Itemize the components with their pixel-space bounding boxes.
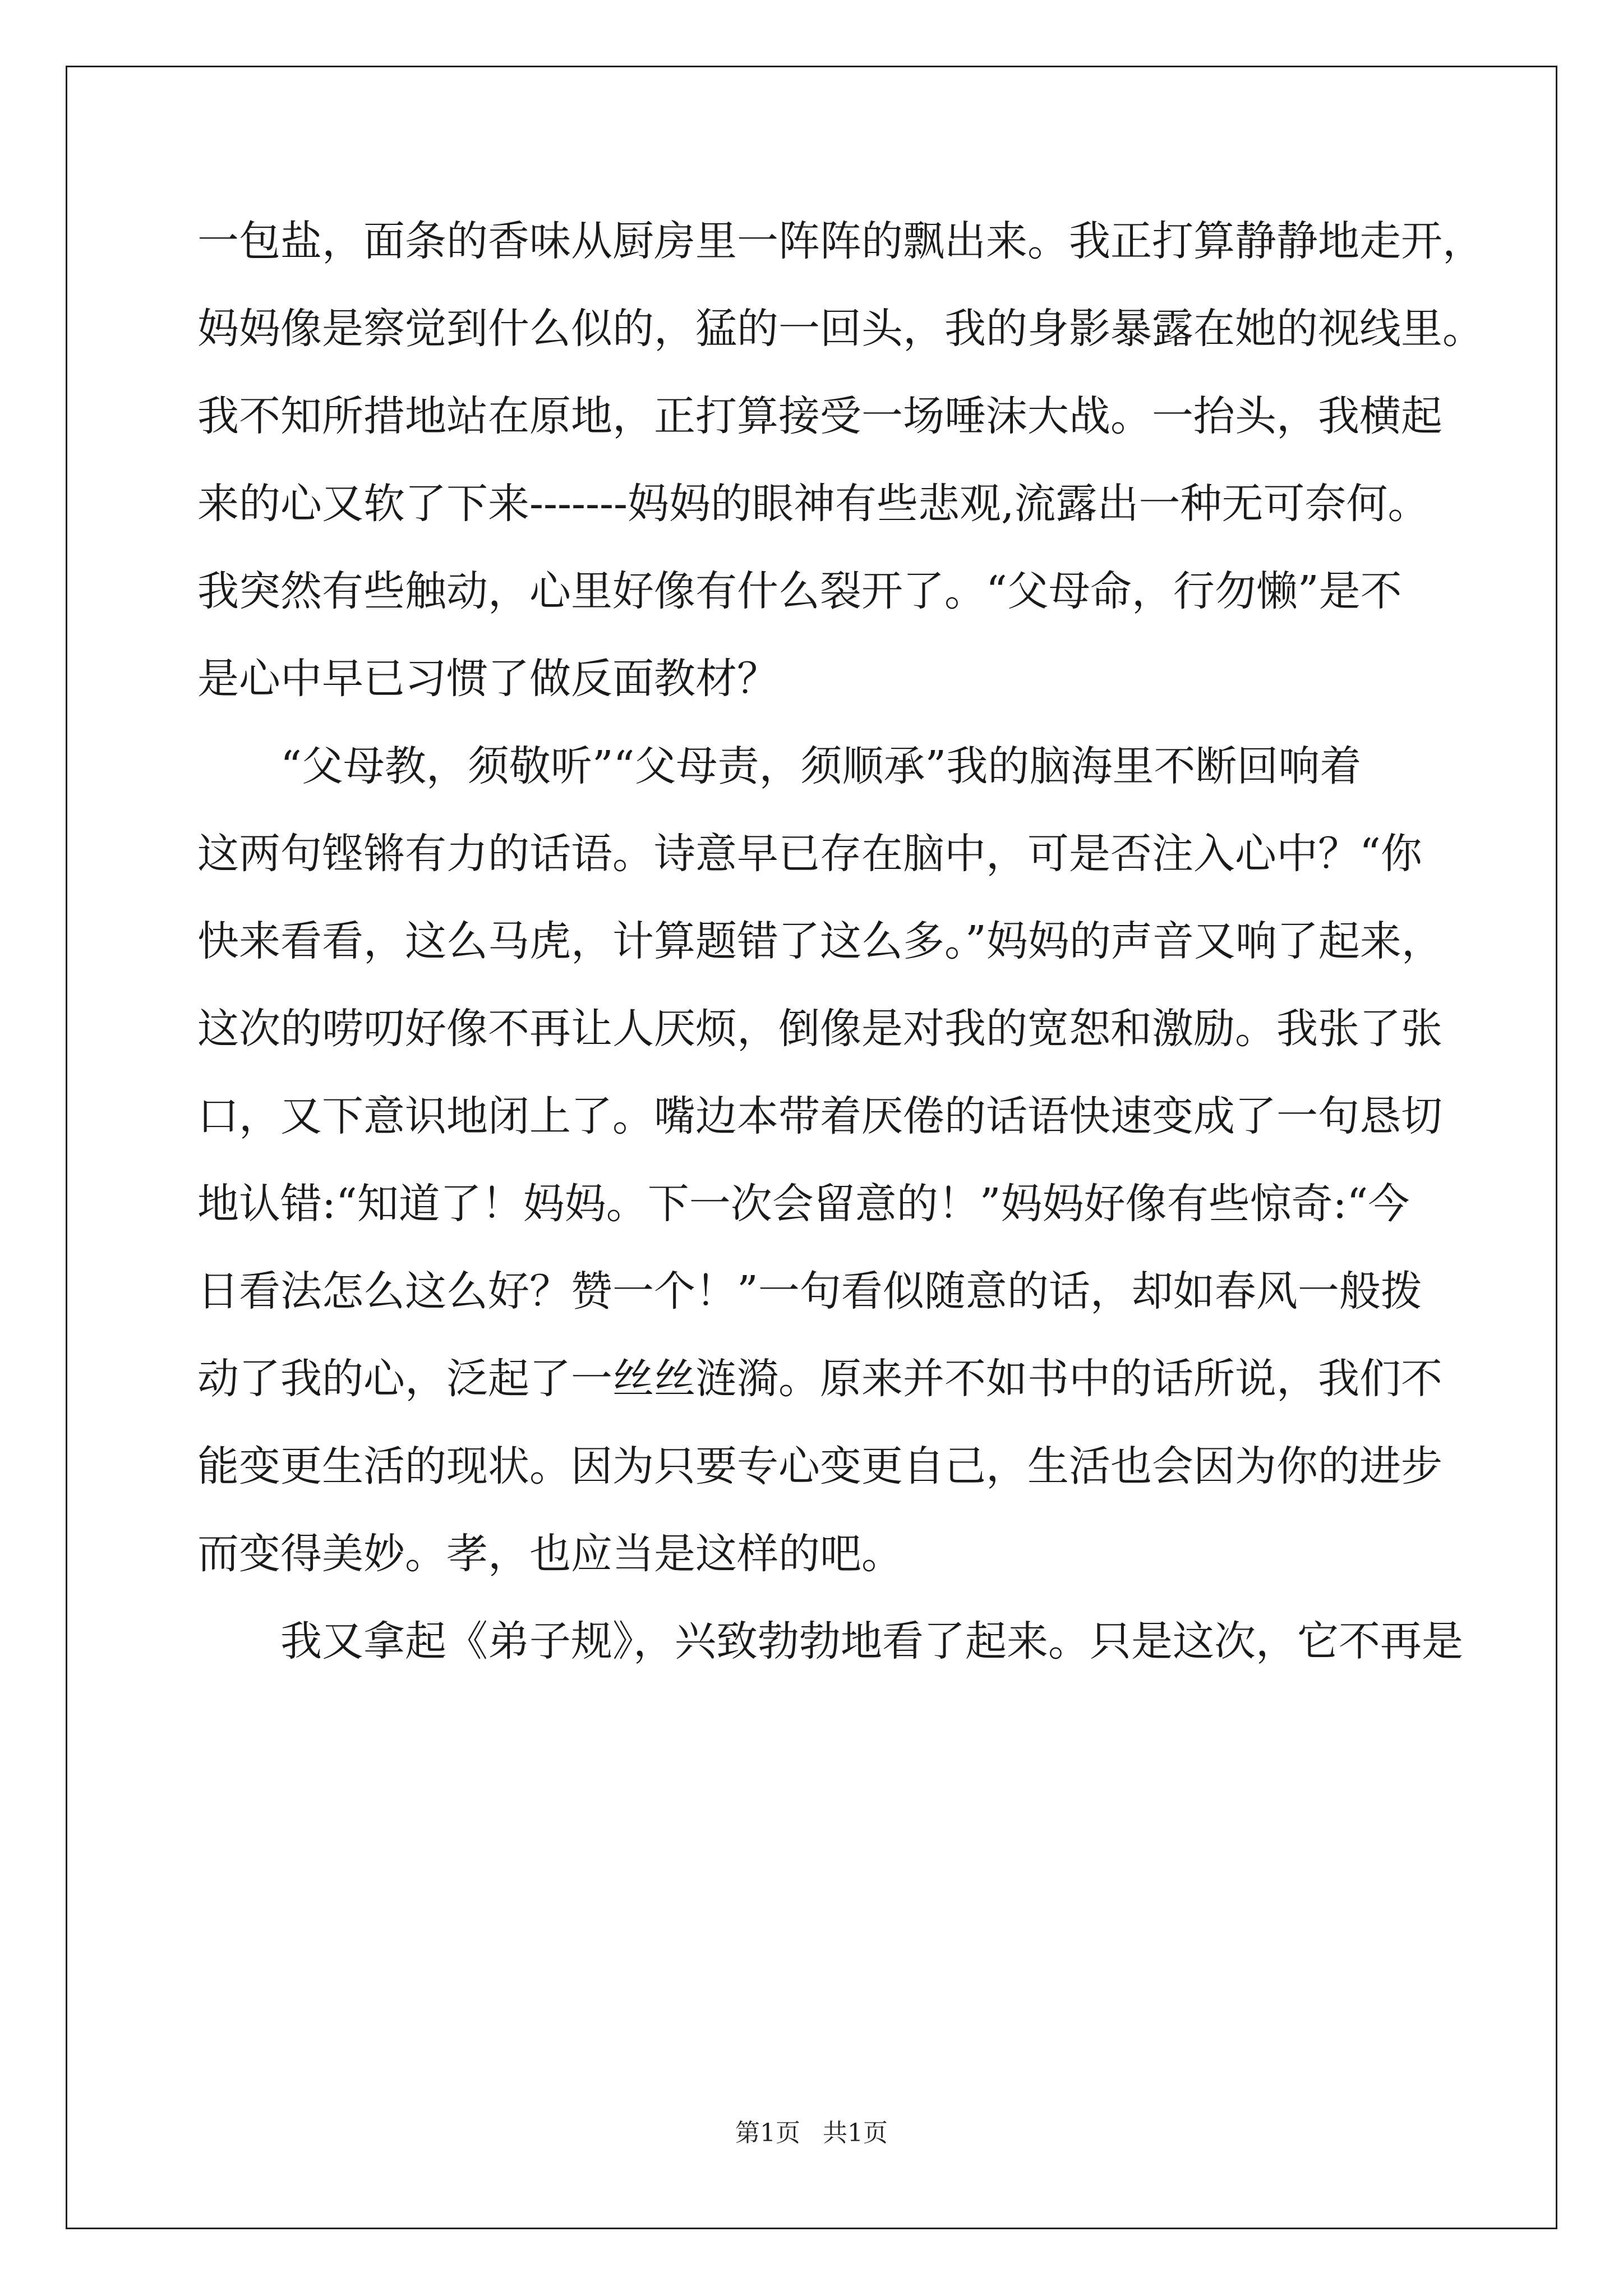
text-line: 一包盐，面条的香味从厨房里一阵阵的飘出来。我正打算静静地走开，	[197, 217, 1484, 265]
text-line: 日看法怎么这么好？赞一个！”一句看似随意的话，却如春风一般拨	[197, 1267, 1422, 1315]
text-line: 快来看看，这么马虎，计算题错了这么多。”妈妈的声音又响了起来，	[197, 917, 1443, 965]
text-line: 我突然有些触动，心里好像有什么裂开了。“父母命，行勿懒”是不	[197, 567, 1402, 615]
text-line: 这次的唠叨好像不再让人厌烦，倒像是对我的宽恕和激励。我张了张	[197, 1005, 1442, 1053]
text-line: 口，又下意识地闭上了。嘴边本带着厌倦的话语快速变成了一句恳切	[197, 1092, 1442, 1140]
page-number-current: 第1页	[735, 2119, 800, 2147]
text-line: 能变更生活的现状。因为只要专心变更自己，生活也会因为你的进步	[197, 1442, 1442, 1490]
paragraph-start-line: 我又拿起《弟子规》，兴致勃勃地看了起来。只是这次，它不再是	[280, 1617, 1463, 1665]
document-body	[197, 197, 1484, 1685]
text-line: 我不知所措地站在原地，正打算接受一场唾沫大战。一抬头，我横起	[197, 392, 1442, 440]
text-line: 地认错:“知道了！妈妈。下一次会留意的！”妈妈好像有些惊奇:“今	[197, 1180, 1410, 1228]
text-line: 动了我的心，泛起了一丝丝涟漪。原来并不如书中的话所说，我们不	[197, 1355, 1442, 1403]
text-line: 是心中早已习惯了做反面教材？	[197, 655, 778, 703]
paragraph-start-line: “父母教，须敬听”“父母责，须顺承”我的脑海里不断回响着	[280, 742, 1362, 790]
text-line: 来的心又软了下来-------妈妈的眼神有些悲观,流露出一种无可奈何。	[197, 480, 1430, 528]
text-line: 妈妈像是察觉到什么似的，猛的一回头，我的身影暴露在她的视线里。	[197, 305, 1484, 353]
page-footer	[0, 2116, 1623, 2150]
page-number-total: 共1页	[823, 2119, 888, 2147]
text-line: 而变得美妙。孝，也应当是这样的吧。	[197, 1530, 903, 1578]
text-line: 这两句铿锵有力的话语。诗意早已存在脑中，可是否注入心中？“你	[197, 830, 1422, 878]
